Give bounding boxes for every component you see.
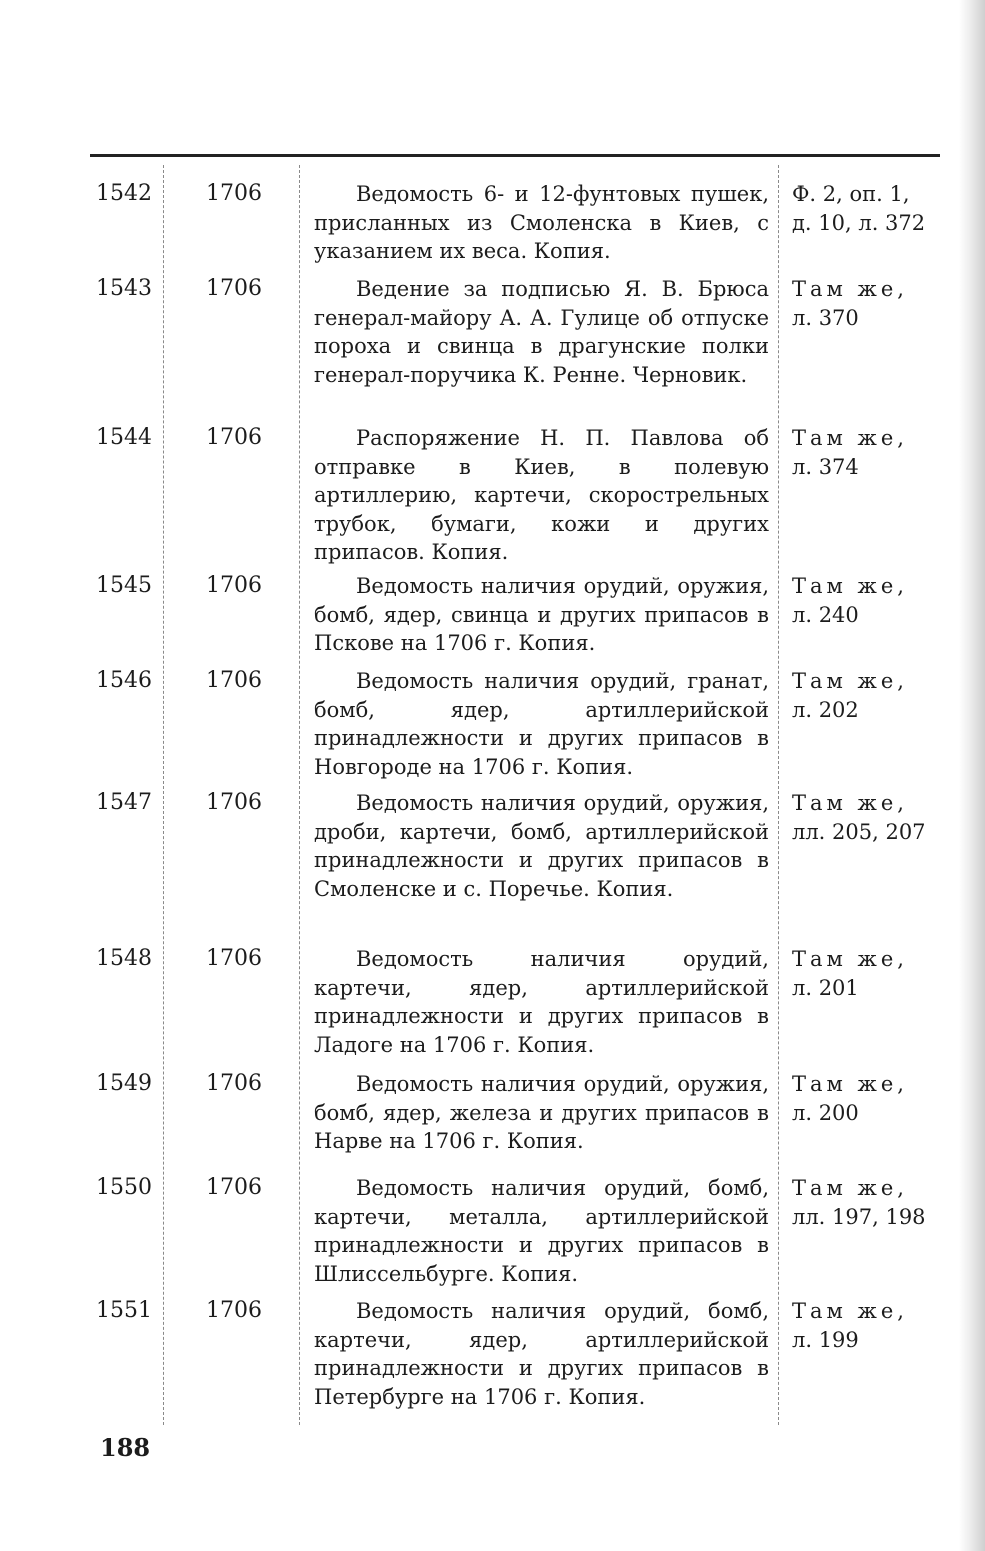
entry-reference [792, 180, 967, 237]
entry-year: 1706 [206, 1175, 262, 1200]
entry-reference [792, 1174, 967, 1231]
column-divider [163, 165, 165, 1425]
entry-number: 1546 [96, 668, 152, 693]
page-number: 188 [100, 1433, 151, 1462]
entry-description: Ведомость 6- и 12-фунтовых пушек, присланных из Смоленска в Киев, с указанием их веса. Копия. [314, 182, 769, 263]
entry-description: Ведомость наличия орудий, оружия, бомб, ядер, свинца и других припасов в Пскове на 1706 г. Копия. [314, 574, 769, 655]
reference-location: лл. 197, 198 [792, 1204, 926, 1229]
column-divider [299, 165, 301, 1425]
reference-archive: Там же, [792, 426, 908, 450]
entry-reference [792, 667, 967, 724]
entry-description: Ведомость наличия орудий, гранат, бомб, ядер, артиллерийской принадлежности и других припасов в Новгороде на 1706 г. Копия. [314, 669, 769, 779]
entry-description: Ведомость наличия орудий, оружия, дроби, картечи, бомб, артиллерийской принадлежности и других припасов в Смоленске и с. Поречье. Копия. [314, 791, 769, 901]
entry-reference [792, 1297, 967, 1354]
reference-location: л. 374 [792, 454, 859, 479]
reference-archive: Ф. 2, оп. 1, [792, 182, 910, 206]
entry-description: Распоряжение Н. П. Павлова об отправке в Киев, в полевую артиллерию, картечи, скорострельных трубок, бумаги, кожи и других припасов. Копия. [314, 426, 769, 564]
entry-description: Ведомость наличия орудий, оружия, бомб, ядер, железа и других припасов в Нарве на 1706 г. Копия. [314, 1072, 769, 1153]
entry-description: Ведение за подписью Я. В. Брюса генерал-майору А. А. Гулице об отпуске пороха и свинца в драгунские полки генерал-поручика К. Ренне. Черновик. [314, 277, 769, 387]
entry-number: 1542 [96, 181, 152, 206]
reference-location: л. 200 [792, 1100, 859, 1125]
reference-location: л. 240 [792, 602, 859, 627]
reference-location: д. 10, л. 372 [792, 210, 926, 235]
entry-reference [792, 572, 967, 629]
reference-archive: Там же, [792, 1176, 908, 1200]
entry-description: Ведомость наличия орудий, картечи, ядер, артиллерийской принадлежности и других припасов в Ладоге на 1706 г. Копия. [314, 947, 769, 1057]
reference-archive: Там же, [792, 1299, 908, 1323]
entry-reference [792, 1070, 967, 1127]
entry-number: 1543 [96, 276, 152, 301]
reference-location: л. 370 [792, 305, 859, 330]
reference-archive: Там же, [792, 574, 908, 598]
entry-year: 1706 [206, 425, 262, 450]
entry-number: 1548 [96, 946, 152, 971]
column-divider [778, 165, 780, 1425]
entry-number: 1545 [96, 573, 152, 598]
entry-reference [792, 275, 967, 332]
entry-year: 1706 [206, 946, 262, 971]
entry-description: Ведомость наличия орудий, бомб, картечи, металла, артиллерийской принадлежности и других припасов в Шлиссельбурге. Копия. [314, 1176, 769, 1286]
entry-year: 1706 [206, 1298, 262, 1323]
reference-archive: Там же, [792, 669, 908, 693]
reference-location: лл. 205, 207 [792, 819, 926, 844]
reference-archive: Там же, [792, 277, 908, 301]
reference-archive: Там же, [792, 1072, 908, 1096]
entry-number: 1547 [96, 790, 152, 815]
entry-number: 1551 [96, 1298, 152, 1323]
reference-archive: Там же, [792, 947, 908, 971]
entry-number: 1544 [96, 425, 152, 450]
entry-year: 1706 [206, 790, 262, 815]
entry-reference [792, 424, 967, 481]
entry-year: 1706 [206, 181, 262, 206]
entry-reference [792, 789, 967, 846]
reference-archive: Там же, [792, 791, 908, 815]
reference-location: л. 202 [792, 697, 859, 722]
entry-year: 1706 [206, 573, 262, 598]
table-top-rule [90, 154, 940, 157]
reference-location: л. 199 [792, 1327, 859, 1352]
entry-year: 1706 [206, 1071, 262, 1096]
entry-reference [792, 945, 967, 1002]
entry-number: 1549 [96, 1071, 152, 1096]
entry-year: 1706 [206, 276, 262, 301]
reference-location: л. 201 [792, 975, 859, 1000]
entry-year: 1706 [206, 668, 262, 693]
entry-description: Ведомость наличия орудий, бомб, картечи, ядер, артиллерийской принадлежности и других припасов в Петербурге на 1706 г. Копия. [314, 1299, 769, 1409]
entry-number: 1550 [96, 1175, 152, 1200]
